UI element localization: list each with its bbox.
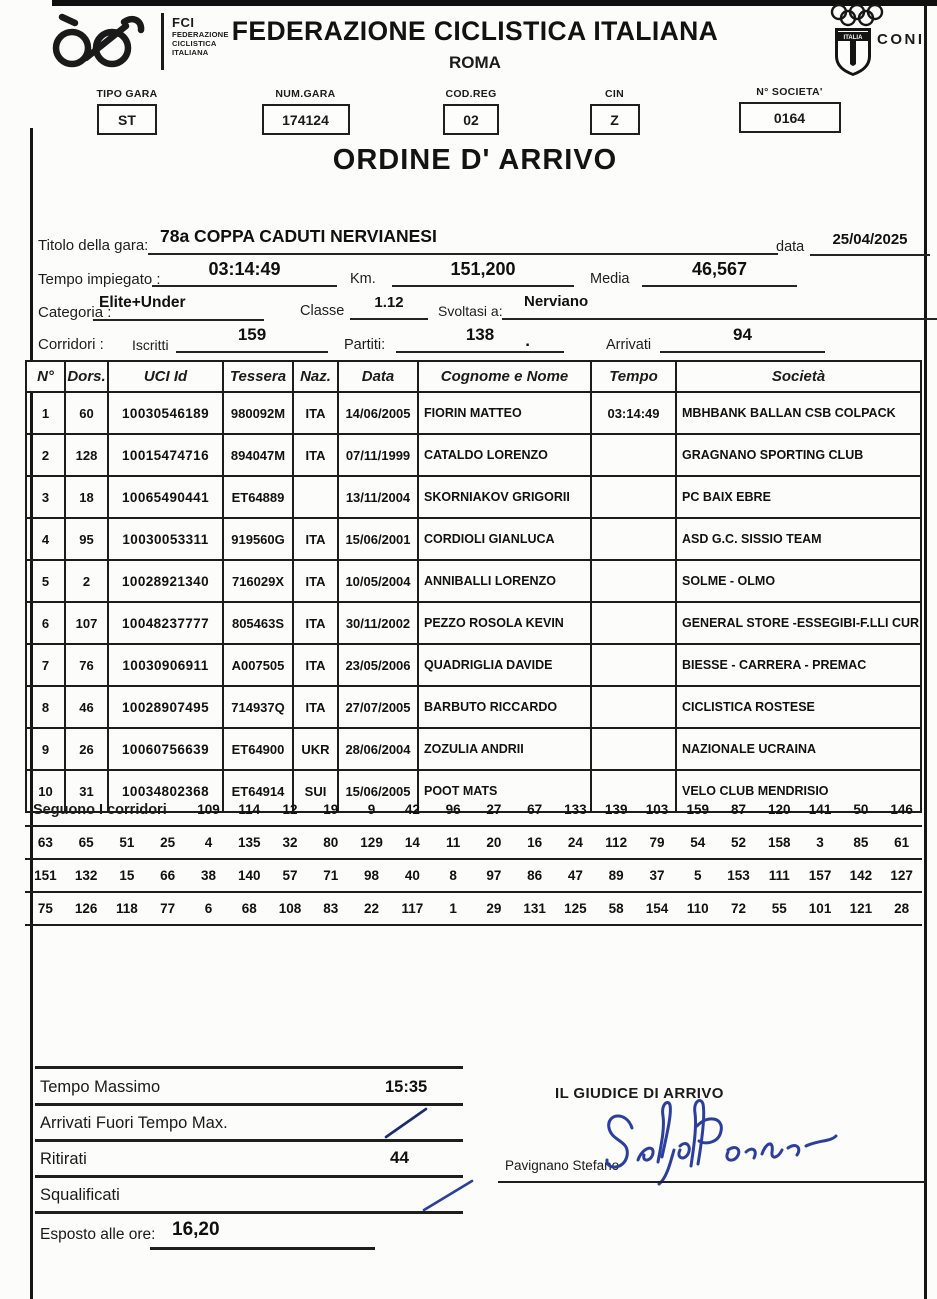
media-label: Media <box>590 271 630 287</box>
rider-number: 9 <box>367 802 376 817</box>
olympic-rings-icon <box>826 3 888 27</box>
titolo-value: 78a COPPA CADUTI NERVIANESI <box>148 226 778 255</box>
rider-number: 6 <box>204 901 213 916</box>
arrivati-value: 94 <box>660 325 825 353</box>
rider-number: 71 <box>323 868 339 883</box>
rider-number: 111 <box>768 868 790 883</box>
table-cell: 03:14:49 <box>591 392 676 434</box>
column-header: Cognome e Nome <box>418 361 591 392</box>
partiti-number: 138 <box>465 325 495 344</box>
table-cell: 10048237777 <box>108 602 223 644</box>
table-cell: ITA <box>293 434 338 476</box>
rider-number: 16 <box>527 835 543 850</box>
table-row <box>26 518 921 560</box>
rider-number: 75 <box>37 901 53 916</box>
table-cell: ASD G.C. SISSIO TEAM <box>676 518 921 560</box>
tempo-massimo-label: Tempo Massimo <box>40 1078 161 1096</box>
table-cell: 107 <box>65 602 108 644</box>
rider-number: 114 <box>238 802 261 817</box>
table-cell: CICLISTICA ROSTESE <box>676 686 921 728</box>
esposto-value: 16,20 <box>172 1219 220 1240</box>
table-cell: 894047M <box>223 434 293 476</box>
rider-number: 37 <box>649 868 665 883</box>
table-cell <box>591 560 676 602</box>
table-row <box>26 686 921 728</box>
media-value: 46,567 <box>642 259 797 287</box>
table-row <box>26 560 921 602</box>
table-cell: 13/11/2004 <box>338 476 418 518</box>
partiti-label: Partiti: <box>344 337 386 353</box>
table-row <box>26 434 921 476</box>
rider-number: 27 <box>486 802 502 817</box>
fci-word-line: ITALIANA <box>172 48 209 57</box>
column-header: Dors. <box>65 361 108 392</box>
table-cell: CORDIOLI GIANLUCA <box>418 518 591 560</box>
rider-number: 120 <box>768 802 791 817</box>
seguono-row <box>25 860 922 893</box>
giudice-name: Pavignano Stefano <box>505 1158 620 1173</box>
table-row <box>26 602 921 644</box>
table-cell <box>591 686 676 728</box>
table-cell: 95 <box>65 518 108 560</box>
table-cell: VELO CLUB MENDRISIO <box>676 770 921 812</box>
results-header-row <box>26 361 921 392</box>
rider-number: 28 <box>894 901 910 916</box>
rider-number: 61 <box>894 835 910 850</box>
results-table <box>25 360 922 813</box>
table-cell: 10065490441 <box>108 476 223 518</box>
rider-number: 89 <box>608 868 624 883</box>
arrivati-label: Arrivati <box>606 337 652 353</box>
rider-number: 126 <box>74 901 98 916</box>
table-cell: ITA <box>293 560 338 602</box>
table-cell <box>293 476 338 518</box>
column-header: N° <box>26 361 65 392</box>
field-value-box: Z <box>590 104 640 135</box>
esposto-label: Esposto alle ore: <box>40 1226 156 1243</box>
footer-rule <box>35 1066 463 1069</box>
rider-number: 22 <box>364 901 380 916</box>
fci-abbr: FCI <box>172 15 195 30</box>
rider-number: 52 <box>731 835 747 850</box>
table-cell: SUI <box>293 770 338 812</box>
ritirati-value: 44 <box>390 1148 409 1167</box>
table-cell: 7 <box>26 644 65 686</box>
tempo-impiegato-label: Tempo impiegato : <box>38 271 161 288</box>
table-cell <box>591 644 676 686</box>
rider-number: 135 <box>237 835 261 850</box>
table-cell: 27/07/2005 <box>338 686 418 728</box>
km-label: Km. <box>350 271 376 287</box>
table-cell <box>591 728 676 770</box>
table-cell: 10030906911 <box>108 644 223 686</box>
rider-number: 140 <box>237 868 261 883</box>
iscritti-label: Iscritti <box>132 337 169 353</box>
seguono-section <box>25 794 922 926</box>
table-cell: BARBUTO RICCARDO <box>418 686 591 728</box>
rider-number: 101 <box>808 901 832 916</box>
table-cell: ET64900 <box>223 728 293 770</box>
rider-number: 1 <box>449 901 457 916</box>
table-cell: ANNIBALLI LORENZO <box>418 560 591 602</box>
table-cell: 10034802368 <box>108 770 223 812</box>
signature-line <box>498 1181 926 1183</box>
table-cell: 28/06/2004 <box>338 728 418 770</box>
coni-label: CONI <box>877 31 925 48</box>
table-row <box>26 728 921 770</box>
table-cell <box>591 434 676 476</box>
table-cell: 8 <box>26 686 65 728</box>
rider-number: 66 <box>160 868 176 883</box>
rider-number: 132 <box>74 868 98 883</box>
table-cell: 15/06/2005 <box>338 770 418 812</box>
rider-number: 110 <box>686 901 709 916</box>
rider-number: 51 <box>119 835 135 850</box>
rider-number: 129 <box>360 835 383 850</box>
tempo-impiegato-value: 03:14:49 <box>152 259 337 287</box>
column-header: Data <box>338 361 418 392</box>
table-cell: GENERAL STORE -ESSEGIBI-F.LLI CUR <box>676 602 921 644</box>
categoria-value: Elite+Under <box>93 294 264 321</box>
rider-number: 24 <box>567 835 583 850</box>
table-cell: POOT MATS <box>418 770 591 812</box>
rider-number: 109 <box>197 802 220 817</box>
table-cell: 9 <box>26 728 65 770</box>
table-cell: 919560G <box>223 518 293 560</box>
table-cell: ITA <box>293 518 338 560</box>
rider-number: 68 <box>241 901 257 916</box>
table-cell: 980092M <box>223 392 293 434</box>
column-header: Società <box>676 361 921 392</box>
rider-number: 118 <box>116 901 138 916</box>
table-cell: CATALDO LORENZO <box>418 434 591 476</box>
field-num-gara <box>248 88 363 135</box>
rider-number: 63 <box>37 835 53 850</box>
rider-number: 38 <box>200 868 216 883</box>
table-cell: 6 <box>26 602 65 644</box>
rider-number: 15 <box>119 868 135 883</box>
table-row <box>26 392 921 434</box>
footer-rule <box>150 1247 375 1250</box>
rider-number: 96 <box>445 802 461 817</box>
rider-number: 50 <box>853 802 869 817</box>
table-cell: 10030546189 <box>108 392 223 434</box>
field-label: N° SOCIETA' <box>756 86 823 98</box>
classe-value: 1.12 <box>350 294 428 320</box>
table-cell: 76 <box>65 644 108 686</box>
rider-number: 97 <box>486 868 502 883</box>
column-header: Naz. <box>293 361 338 392</box>
rider-number: 121 <box>849 901 873 916</box>
field-cin <box>562 88 667 135</box>
judge-signature <box>600 1098 840 1188</box>
field-value-box: 02 <box>443 104 499 135</box>
rider-number: 83 <box>323 901 339 916</box>
rider-number: 58 <box>608 901 624 916</box>
field-value-box: 174124 <box>262 104 350 135</box>
ritirati-label: Ritirati <box>40 1150 87 1168</box>
footer-rule <box>35 1139 463 1142</box>
table-cell: 26 <box>65 728 108 770</box>
column-header: UCI Id <box>108 361 223 392</box>
table-cell: GRAGNANO SPORTING CLUB <box>676 434 921 476</box>
table-cell: ITA <box>293 602 338 644</box>
rider-number: 57 <box>282 868 298 883</box>
rider-number: 47 <box>567 868 583 883</box>
scan-border-top <box>52 0 937 6</box>
data-label: data <box>776 239 805 255</box>
table-cell: 07/11/1999 <box>338 434 418 476</box>
rider-number: 108 <box>278 901 302 916</box>
field-n-societa <box>732 86 847 133</box>
table-cell: 23/05/2006 <box>338 644 418 686</box>
rider-number: 154 <box>645 901 669 916</box>
table-cell: PC BAIX EBRE <box>676 476 921 518</box>
results-tbody <box>26 392 921 812</box>
page-title: ORDINE D' ARRIVO <box>332 144 618 176</box>
table-cell <box>591 602 676 644</box>
rider-number: 153 <box>727 868 750 883</box>
rider-number: 103 <box>645 802 669 817</box>
table-cell: ITA <box>293 392 338 434</box>
rider-number: 117 <box>401 901 424 916</box>
rider-number: 55 <box>771 901 787 916</box>
table-cell: ITA <box>293 644 338 686</box>
table-cell: SOLME - OLMO <box>676 560 921 602</box>
table-cell: 46 <box>65 686 108 728</box>
table-cell: 716029X <box>223 560 293 602</box>
table-cell: 10030053311 <box>108 518 223 560</box>
rider-number: 19 <box>323 802 339 817</box>
table-cell: 18 <box>65 476 108 518</box>
table-cell: 10060756639 <box>108 728 223 770</box>
rider-number: 139 <box>604 802 628 817</box>
rider-number: 80 <box>323 835 339 850</box>
federation-title: FEDERAZIONE CICLISTICA ITALIANA <box>231 16 719 46</box>
rider-number: 158 <box>768 835 791 850</box>
table-cell: 10028907495 <box>108 686 223 728</box>
rider-number: 141 <box>808 802 832 817</box>
table-cell: 5 <box>26 560 65 602</box>
footer-rule <box>35 1175 463 1178</box>
giudice-title: IL GIUDICE DI ARRIVO <box>555 1085 724 1102</box>
rider-number: 79 <box>649 835 665 850</box>
field-label: CIN <box>605 88 624 100</box>
iscritti-value: 159 <box>176 325 328 353</box>
table-cell: QUADRIGLIA DAVIDE <box>418 644 591 686</box>
corridori-label: Corridori : <box>38 336 104 353</box>
table-cell: 4 <box>26 518 65 560</box>
fci-word-line: CICLISTICA <box>172 39 217 48</box>
partiti-value <box>396 325 564 353</box>
table-cell: A007505 <box>223 644 293 686</box>
federation-city: ROMA <box>449 53 501 72</box>
field-tipo-gara <box>72 88 182 135</box>
table-cell: FIORIN MATTEO <box>418 392 591 434</box>
table-cell: 714937Q <box>223 686 293 728</box>
table-cell: 10/05/2004 <box>338 560 418 602</box>
svoltasi-label: Svoltasi a: <box>438 303 503 319</box>
squalificati-label: Squalificati <box>40 1186 120 1204</box>
rider-number: 133 <box>564 802 587 817</box>
rider-number: 29 <box>486 901 502 916</box>
table-cell: 2 <box>65 560 108 602</box>
fuori-tempo-label: Arrivati Fuori Tempo Max. <box>40 1114 228 1132</box>
rider-number: 77 <box>160 901 176 916</box>
table-cell: ITA <box>293 686 338 728</box>
svoltasi-value: Nerviano <box>502 293 937 320</box>
table-cell: 10 <box>26 770 65 812</box>
seguono-row <box>25 893 922 926</box>
handwritten-slash-mark <box>420 1177 476 1213</box>
field-label: NUM.GARA <box>275 88 336 100</box>
scan-border-right <box>924 5 927 1299</box>
rider-number: 112 <box>605 835 628 850</box>
field-label: COD.REG <box>445 88 497 100</box>
logo-divider <box>161 13 164 70</box>
table-cell <box>591 476 676 518</box>
field-value-box: ST <box>97 104 157 135</box>
rider-number: 157 <box>808 868 832 883</box>
table-cell: BIESSE - CARRERA - PREMAC <box>676 644 921 686</box>
table-cell: 10015474716 <box>108 434 223 476</box>
seguono-row <box>25 794 922 827</box>
table-cell: 128 <box>65 434 108 476</box>
rider-number: 85 <box>853 835 869 850</box>
rider-number: 20 <box>486 835 502 850</box>
rider-number: 8 <box>449 868 457 883</box>
table-cell: 805463S <box>223 602 293 644</box>
partiti-dot: . <box>525 331 530 350</box>
table-row <box>26 476 921 518</box>
rider-number: 42 <box>404 802 420 817</box>
seguono-row <box>25 827 922 860</box>
coni-shield-icon <box>834 27 872 77</box>
rider-number: 159 <box>686 802 709 817</box>
table-cell: 10028921340 <box>108 560 223 602</box>
column-header: Tessera <box>223 361 293 392</box>
rider-number: 11 <box>445 835 461 850</box>
rider-number: 151 <box>34 868 57 883</box>
titolo-label: Titolo della gara: <box>38 237 149 254</box>
rider-number: 125 <box>564 901 587 916</box>
table-row <box>26 644 921 686</box>
handwritten-slash-mark <box>383 1106 429 1140</box>
table-cell: MBHBANK BALLAN CSB COLPACK <box>676 392 921 434</box>
rider-number: 142 <box>849 868 873 883</box>
seguono-label: Seguono I corridori <box>33 801 167 818</box>
field-cod-reg <box>416 88 526 135</box>
fci-bicycle-logo-icon <box>42 10 154 72</box>
table-cell: 15/06/2001 <box>338 518 418 560</box>
footer-rule <box>35 1211 463 1214</box>
table-cell: 14/06/2005 <box>338 392 418 434</box>
table-cell: 2 <box>26 434 65 476</box>
km-value: 151,200 <box>392 259 574 287</box>
rider-number: 87 <box>731 802 747 817</box>
table-cell <box>591 518 676 560</box>
fci-word-line: FEDERAZIONE <box>172 30 229 39</box>
classe-label: Classe <box>300 303 345 319</box>
coni-shield-text: ITALIA <box>843 35 863 41</box>
rider-number: 86 <box>527 868 543 883</box>
table-cell: 31 <box>65 770 108 812</box>
table-cell: 3 <box>26 476 65 518</box>
table-cell: SKORNIAKOV GRIGORII <box>418 476 591 518</box>
categoria-label: Categoria : <box>38 304 112 321</box>
rider-number: 4 <box>204 835 213 850</box>
rider-number: 131 <box>523 901 546 916</box>
table-cell: ET64889 <box>223 476 293 518</box>
table-cell: NAZIONALE UCRAINA <box>676 728 921 770</box>
table-cell: 60 <box>65 392 108 434</box>
table-cell: ET64914 <box>223 770 293 812</box>
rider-number: 72 <box>731 901 747 916</box>
data-value: 25/04/2025 <box>810 231 930 256</box>
rider-number: 25 <box>160 835 176 850</box>
table-cell: UKR <box>293 728 338 770</box>
rider-number: 40 <box>404 868 420 883</box>
table-cell: 30/11/2002 <box>338 602 418 644</box>
rider-number: 146 <box>890 802 913 817</box>
field-label: TIPO GARA <box>96 88 158 100</box>
field-value-box: 0164 <box>739 102 841 133</box>
table-cell: PEZZO ROSOLA KEVIN <box>418 602 591 644</box>
rider-number: 54 <box>690 835 706 850</box>
rider-number: 67 <box>527 802 543 817</box>
table-cell: 1 <box>26 392 65 434</box>
rider-number: 65 <box>78 835 94 850</box>
column-header: Tempo <box>591 361 676 392</box>
rider-number: 3 <box>816 835 824 850</box>
tempo-massimo-value: 15:35 <box>385 1078 428 1096</box>
table-cell: ZOZULIA ANDRII <box>418 728 591 770</box>
rider-number: 98 <box>364 868 380 883</box>
rider-number: 12 <box>282 802 298 817</box>
rider-number: 14 <box>404 835 420 850</box>
rider-number: 32 <box>282 835 298 850</box>
rider-number: 5 <box>693 868 702 883</box>
rider-number: 127 <box>890 868 913 883</box>
